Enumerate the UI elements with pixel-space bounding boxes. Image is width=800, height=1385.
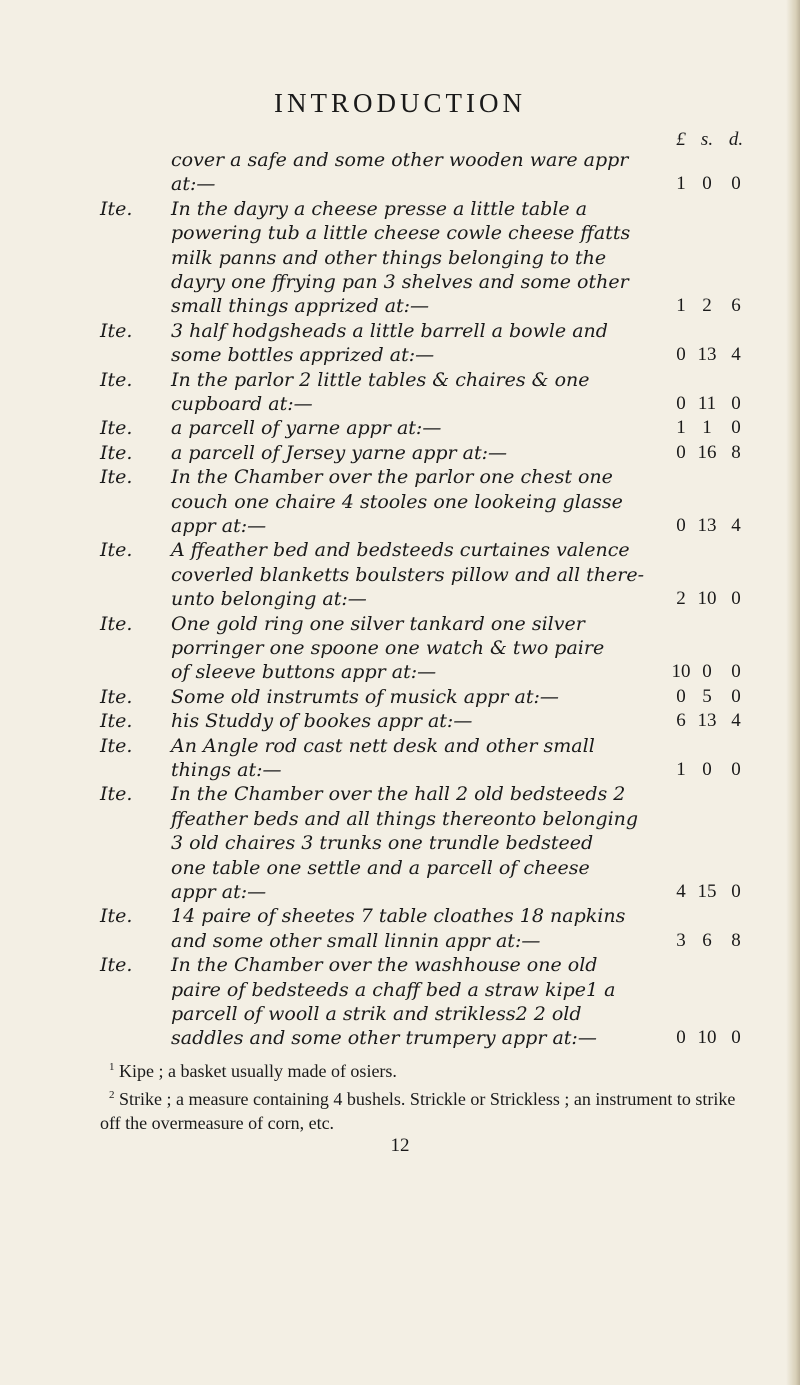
item-label: Ite. [100, 197, 133, 220]
item-pence: 4 [731, 344, 741, 366]
item-shillings: 5 [702, 685, 712, 707]
item-description: In the dayry a cheese presse a little table a powering tub a little cheese cowle cheese ffatts milk panns and other things belonging to the dayry one ffrying pan 3 shelves and some other small things apprized at:— [171, 197, 631, 318]
item-shillings: 13 [697, 514, 717, 536]
inventory-item [0, 197, 800, 319]
item-shillings: 11 [697, 392, 717, 414]
item-description: a parcell of yarne appr at:— [171, 417, 442, 440]
item-description: In the Chamber over the hall 2 old bedsteeds 2 ffeather beds and all things thereonto belonging 3 old chaires 3 trunks one trundle bedsteed one table one settle and a parcell of cheese appr at:— [171, 783, 639, 904]
item-pence: 6 [731, 295, 741, 317]
inventory-item [0, 904, 800, 953]
inventory-item [0, 685, 800, 709]
item-pence: 4 [731, 514, 741, 536]
item-pence: 8 [731, 929, 741, 951]
inventory-item [0, 416, 800, 440]
item-pence: 0 [731, 173, 741, 195]
item-description: Some old instrumts of musick appr at:— [171, 685, 559, 708]
item-description: In the parlor 2 little tables & chaires & one cupboard at:— [171, 368, 590, 415]
inventory-item [0, 782, 800, 904]
item-label: Ite. [100, 319, 133, 342]
item-shillings: 10 [697, 1027, 717, 1049]
running-header: INTRODUCTION [274, 88, 526, 118]
item-pounds: 6 [676, 710, 686, 732]
item-description: An Angle rod cast nett desk and other small things at:— [171, 734, 595, 781]
item-label: Ite. [100, 417, 133, 440]
item-label: Ite. [100, 466, 133, 489]
item-description: A ffeather bed and bedsteeds curtaines valence coverled blanketts boulsters pillow and all there- unto belonging at:— [171, 539, 644, 611]
item-label: Ite. [100, 710, 133, 733]
inventory-item [0, 538, 800, 611]
item-pounds: 4 [676, 880, 686, 902]
item-pence: 0 [731, 880, 741, 902]
item-label: Ite. [100, 441, 133, 464]
footnote-mark: 2 [109, 1088, 115, 1101]
footnotes [100, 1055, 760, 1135]
inventory-item [0, 319, 800, 368]
item-description: cover a safe and some other wooden ware appr at:— [171, 149, 629, 196]
column-header-pence: d. [728, 128, 744, 150]
item-pence: 0 [731, 392, 741, 414]
item-pence: 0 [731, 758, 741, 780]
item-shillings: 0 [702, 758, 712, 780]
item-description: In the Chamber over the parlor one chest one couch one chaire 4 stooles one lookeing glasse appr at:— [171, 466, 623, 537]
item-pounds: 0 [676, 514, 686, 536]
footnote-text: Strike ; a measure containing 4 bushels. Strickle or Strickless ; an instrument to strike off the overmeasure of corn, etc. [100, 1088, 736, 1133]
item-label: Ite. [100, 734, 133, 757]
item-description: a parcell of Jersey yarne appr at:— [171, 441, 508, 464]
item-label: Ite. [100, 539, 133, 562]
item-shillings: 15 [697, 880, 717, 902]
item-pence: 0 [731, 661, 741, 683]
footnote [100, 1083, 760, 1135]
item-label: Ite. [100, 783, 133, 806]
footnote [100, 1055, 760, 1083]
item-pence: 8 [731, 441, 741, 463]
item-pounds: 0 [676, 344, 686, 366]
item-pounds: 1 [676, 417, 686, 439]
inventory-item [0, 465, 800, 538]
footnote-text: Kipe ; a basket usually made of osiers. [114, 1060, 397, 1081]
footnote-mark: 1 [109, 1060, 115, 1073]
item-pounds: 1 [676, 758, 686, 780]
item-label: Ite. [100, 612, 133, 635]
item-description: 14 paire of sheetes 7 table cloathes 18 napkins and some other small linnin appr at:— [171, 905, 626, 952]
item-shillings: 6 [702, 929, 712, 951]
item-shillings: 0 [702, 661, 712, 683]
item-pounds: 1 [676, 295, 686, 317]
item-pence: 0 [731, 417, 741, 439]
item-pence: 0 [731, 1027, 741, 1049]
item-pence: 0 [731, 685, 741, 707]
item-pounds: 0 [676, 441, 686, 463]
inventory-item [0, 709, 800, 733]
item-pounds: 2 [676, 588, 686, 610]
item-shillings: 16 [697, 441, 717, 463]
inventory-item [0, 441, 800, 465]
item-shillings: 13 [697, 344, 717, 366]
item-pounds: 0 [676, 392, 686, 414]
item-description: his Studdy of bookes appr at:— [171, 710, 473, 733]
item-shillings: 13 [697, 710, 717, 732]
page-number: 12 [390, 1134, 410, 1156]
column-header-shillings: s. [700, 128, 714, 150]
inventory-item [0, 612, 800, 685]
item-label: Ite. [100, 954, 133, 977]
inventory-item [0, 734, 800, 783]
item-pounds: 3 [676, 929, 686, 951]
item-shillings: 1 [702, 417, 712, 439]
item-description: 3 half hodgsheads a little barrell a bowle and some bottles apprized at:— [171, 319, 608, 367]
item-label: Ite. [100, 685, 133, 708]
item-label: Ite. [100, 905, 133, 928]
item-pounds: 0 [676, 685, 686, 707]
item-pence: 0 [731, 588, 741, 610]
item-shillings: 2 [702, 295, 712, 317]
item-pounds: 0 [676, 1027, 686, 1049]
item-pounds: 1 [676, 173, 686, 195]
item-label: Ite. [100, 368, 133, 391]
column-header-pounds: £ [676, 128, 686, 150]
item-shillings: 0 [702, 173, 712, 195]
item-shillings: 10 [697, 588, 717, 610]
item-description: One gold ring one silver tankard one silver porringer one spoone one watch & two paire of sleeve buttons appr at:— [171, 612, 605, 684]
item-description: In the Chamber over the washhouse one old paire of bedsteeds a chaff bed a straw kipe1 a parcell of wooll a strik and strikless2 2 old saddles and some other trumpery appr at:— [171, 954, 616, 1050]
inventory-item [0, 368, 800, 417]
inventory-item [0, 953, 800, 1051]
item-pounds: 10 [671, 661, 691, 683]
item-pence: 4 [731, 710, 741, 732]
inventory-item [0, 148, 800, 197]
